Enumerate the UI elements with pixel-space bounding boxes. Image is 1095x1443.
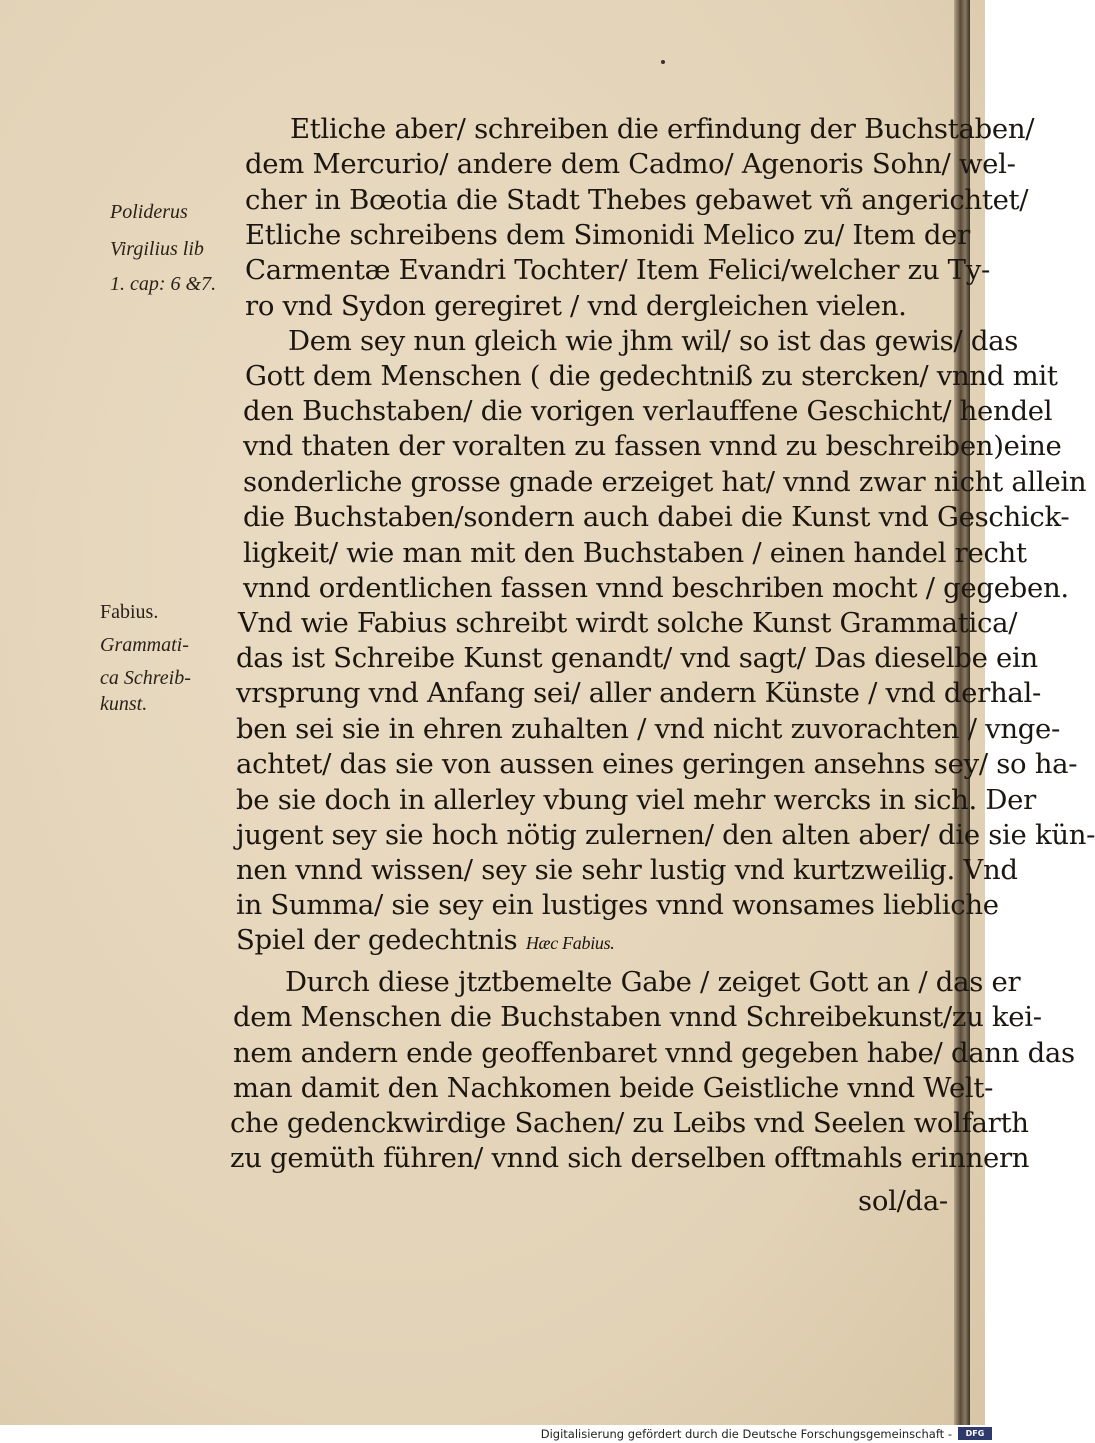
- text-line: be sie doch in allerley vbung viel mehr wercks in sich. Der: [236, 784, 1036, 816]
- text-line: die Buchstaben/sondern auch dabei die Kunst vnd Geschick-: [243, 501, 1070, 533]
- text-line: Etliche schreibens dem Simonidi Melico zu/ Item der: [245, 219, 970, 251]
- text-line: dem Menschen die Buchstaben vnnd Schreibekunst/zu kei-: [233, 1001, 1042, 1033]
- text-line: in Summa/ sie sey ein lustiges vnnd wonsames liebliche: [236, 889, 999, 921]
- text-line: Carmentæ Evandri Tochter/ Item Felici/welcher zu Ty-: [245, 254, 990, 286]
- margin-note-line: Fabius.: [100, 601, 159, 623]
- text-line-with-quote: [236, 924, 615, 959]
- text-line: sonderliche grosse gnade erzeiget hat/ vnnd zwar nicht allein: [243, 466, 1087, 498]
- text-line: Spiel der gedechtnis: [236, 924, 518, 956]
- margin-note-line: Grammati-: [100, 634, 189, 656]
- text-line: nen vnnd wissen/ sey sie sehr lustig vnd kurtzweilig. Vnd: [236, 854, 1018, 886]
- margin-note-line: Virgilius lib: [110, 238, 204, 260]
- text-line: dem Mercurio/ andere dem Cadmo/ Agenoris Sohn/ wel-: [245, 148, 1016, 180]
- text-line: Dem sey nun gleich wie jhm wil/ so ist das gewis/ das: [288, 325, 1019, 357]
- text-line: das ist Schreibe Kunst genandt/ vnd sagt/ Das dieselbe ein: [236, 642, 1038, 674]
- text-line: vnd thaten der voralten zu fassen vnnd zu beschreiben)eine: [243, 430, 1062, 462]
- margin-note-line: ca Schreib-: [100, 667, 191, 689]
- text-line: vrsprung vnd Anfang sei/ aller andern Künste / vnd derhal-: [236, 677, 1041, 709]
- dfg-logo: DFG: [958, 1427, 992, 1440]
- text-line: man damit den Nachkomen beide Geistliche vnnd Welt-: [233, 1072, 994, 1104]
- text-line: Vnd wie Fabius schreibt wirdt solche Kunst Grammatica/: [238, 607, 1018, 639]
- text-line: ben sei sie in ehren zuhalten / vnd nicht zuvorachten / vnge-: [236, 713, 1061, 745]
- text-line: ro vnd Sydon geregiret / vnd dergleichen vielen.: [245, 290, 907, 322]
- text-line: Gott dem Menschen ( die gedechtniß zu stercken/ vnnd mit: [245, 360, 1058, 392]
- text-line: jugent sey sie hoch nötig zulernen/ den alten aber/ die sie kün-: [236, 819, 1095, 851]
- margin-note-line: kunst.: [100, 693, 148, 715]
- text-line: achtet/ das sie von aussen eines geringen ansehns sey/ so ha-: [236, 748, 1078, 780]
- text-line: cher in Bœotia die Stadt Thebes gebawet vñ angerichtet/: [245, 184, 1029, 216]
- catchword: sol/da-: [858, 1185, 948, 1217]
- text-line: ligkeit/ wie man mit den Buchstaben / einen handel recht: [243, 537, 1027, 569]
- inline-quote: Hæc Fabius.: [525, 933, 615, 953]
- text-line: zu gemüth führen/ vnnd sich derselben offtmahls erinnern: [230, 1142, 1030, 1174]
- margin-note-line: 1. cap: 6 &7.: [110, 273, 217, 295]
- text-line: che gedenckwirdige Sachen/ zu Leibs vnd Seelen wolfarth: [230, 1107, 1029, 1139]
- text-line: den Buchstaben/ die vorigen verlauffene Geschicht/ hendel: [243, 395, 1053, 427]
- text-line: Durch diese jtztbemelte Gabe / zeiget Gott an / das er: [285, 966, 1021, 998]
- text-line: nem andern ende geoffenbaret vnnd gegeben habe/ dann das: [233, 1037, 1075, 1069]
- margin-note-line: Poliderus: [110, 201, 188, 223]
- text-line: Etliche aber/ schreiben die erfindung der Buchstaben/: [290, 113, 1035, 145]
- ink-dot: [661, 60, 665, 64]
- scan-credit: Digitalisierung gefördert durch die Deutsche Forschungsgemeinschaft -: [540, 1427, 952, 1441]
- text-line: vnnd ordentlichen fassen vnnd beschriben mocht / gegeben.: [243, 572, 1069, 604]
